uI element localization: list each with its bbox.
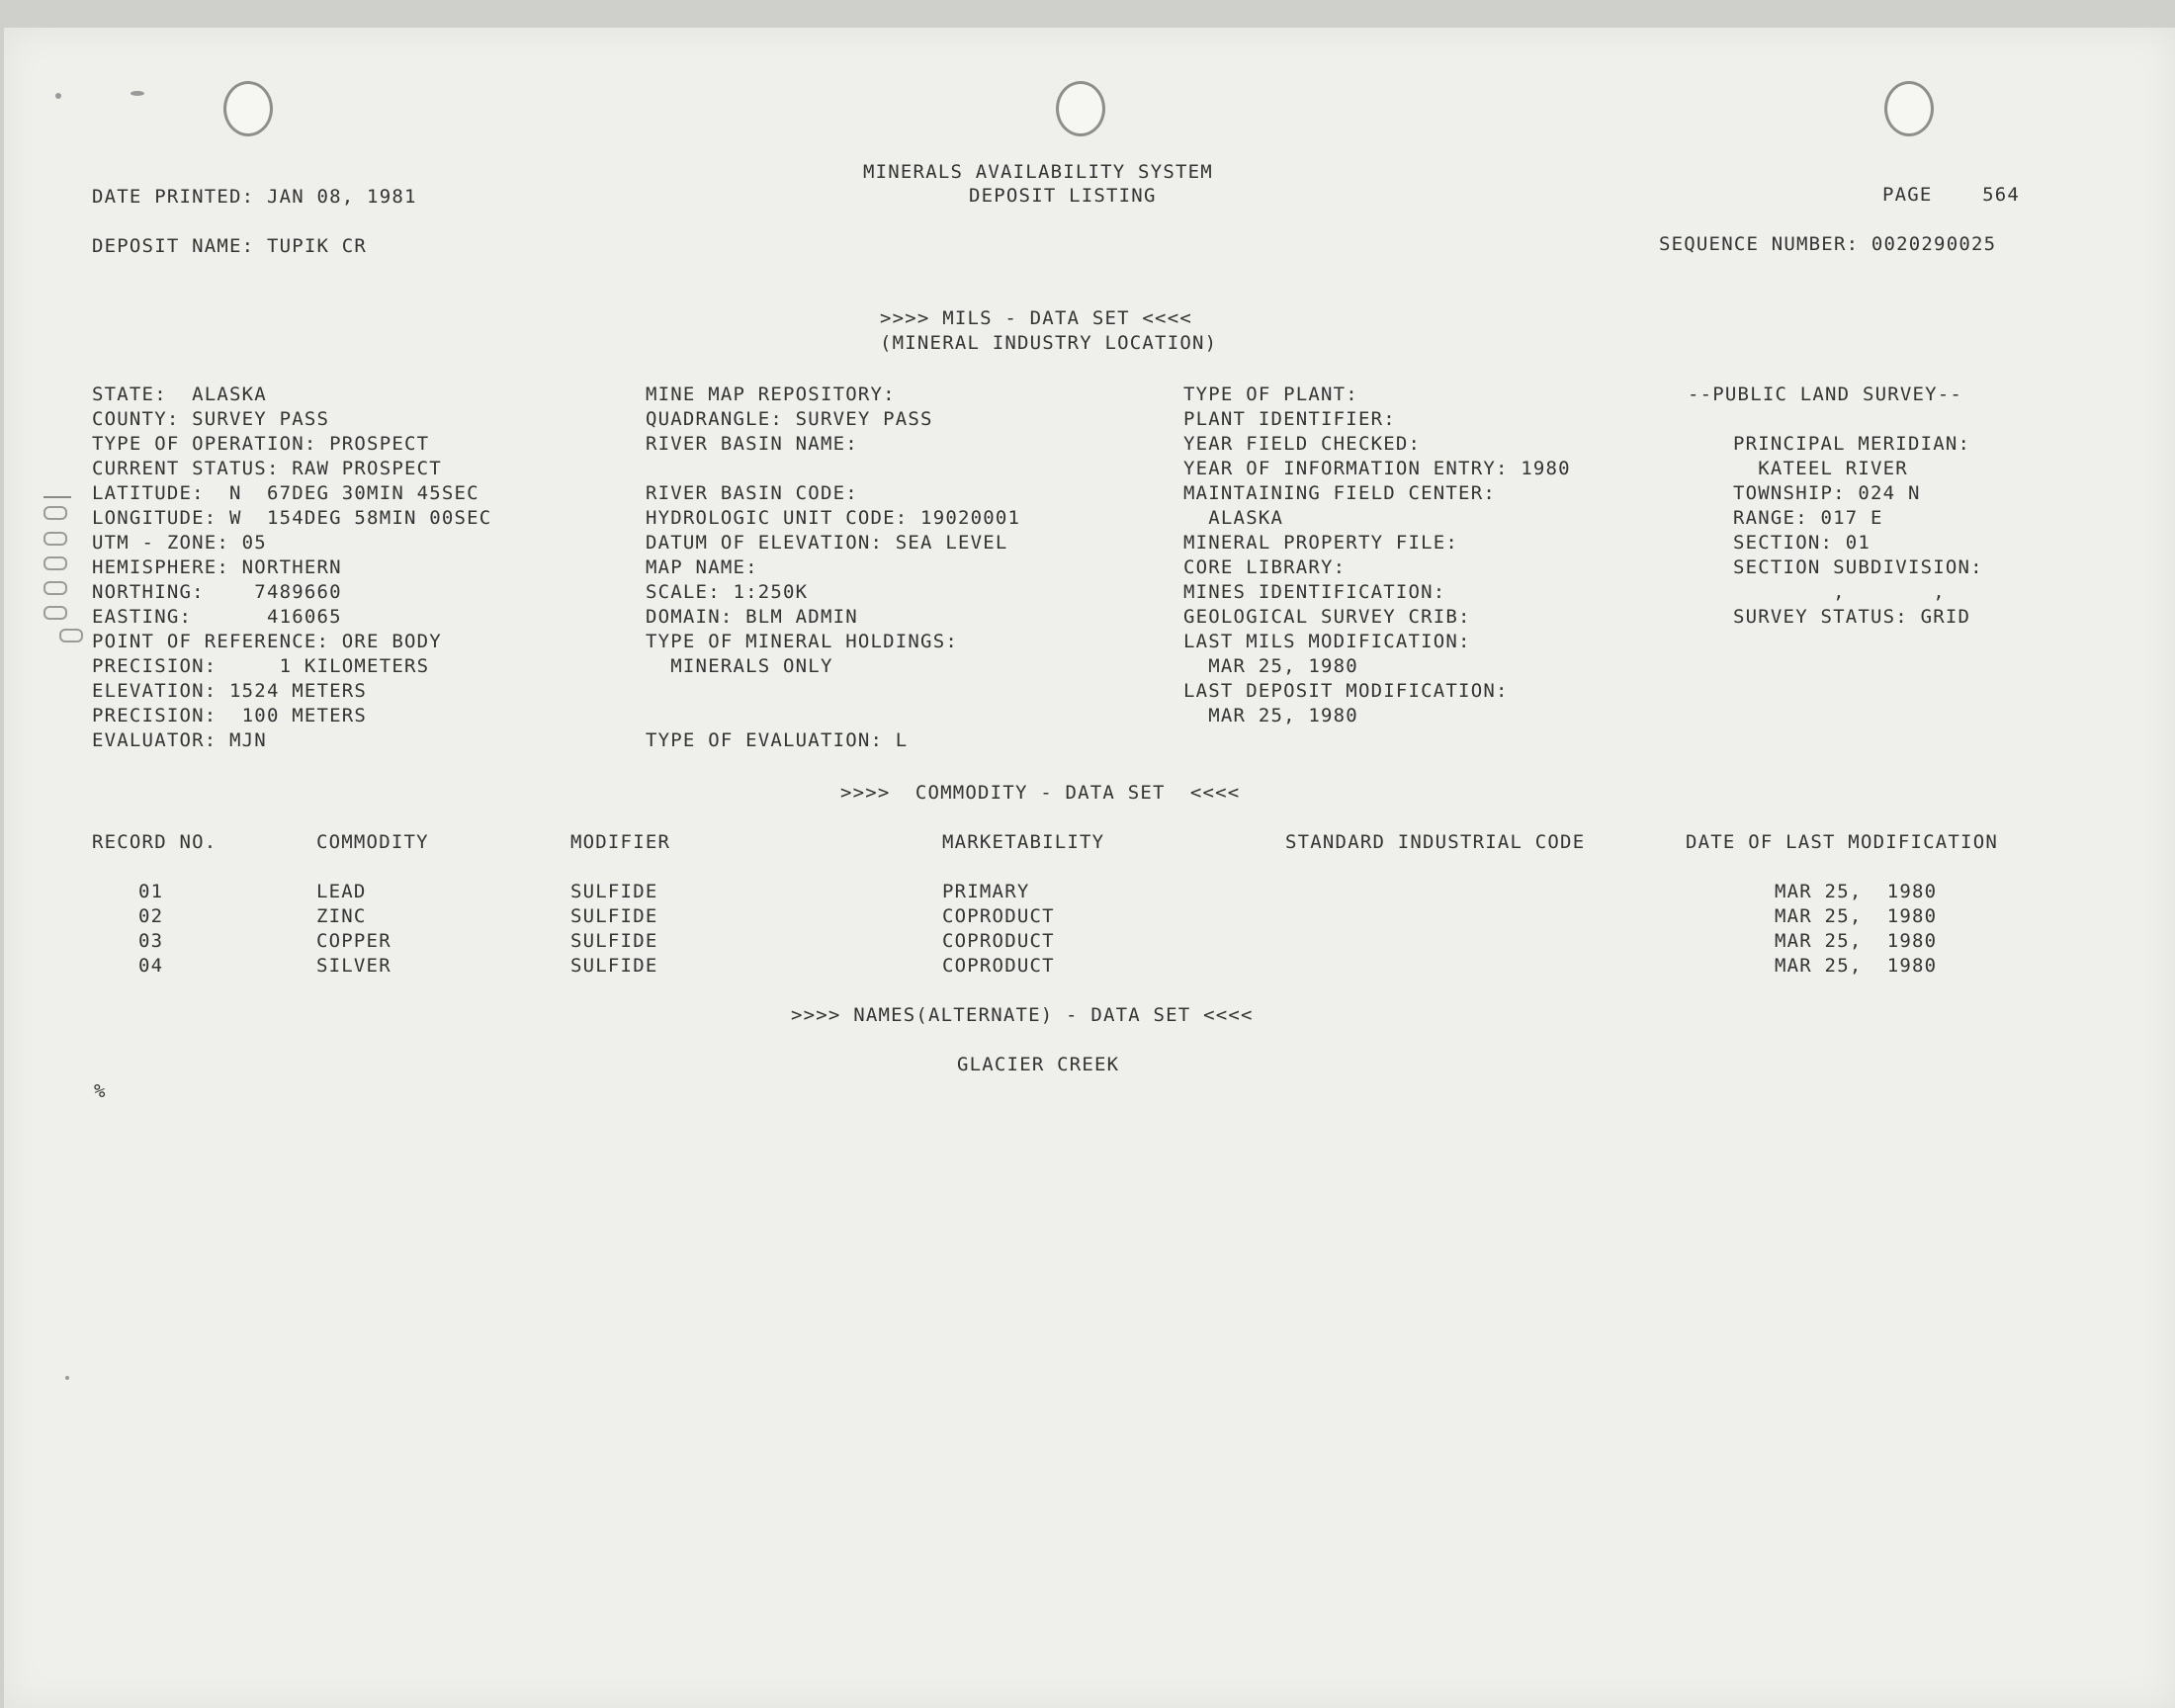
easting-field: EASTING: 416065 [92,606,342,628]
sprocket-mark [44,506,67,520]
column-header-marketability: MARKETABILITY [942,831,1105,853]
river-basin-name-field: RIVER BASIN NAME: [646,433,858,455]
mine-map-repository-field: MINE MAP REPOSITORY: [646,384,896,405]
end-of-record-mark: % [94,1080,107,1102]
commodity-cell: COPPER [316,930,392,952]
mines-identification-field: MINES IDENTIFICATION: [1183,581,1446,603]
longitude-field: LONGITUDE: W 154DEG 58MIN 00SEC [92,507,492,529]
point-of-reference-field: POINT OF REFERENCE: ORE BODY [92,631,442,652]
last-deposit-modification-field: LAST DEPOSIT MODIFICATION: [1183,680,1509,702]
core-library-field: CORE LIBRARY: [1183,556,1347,578]
commodity-cell: ZINC [316,905,367,927]
last-modification-cell: MAR 25, 1980 [1775,955,1938,977]
sequence-number: SEQUENCE NUMBER: 0020290025 [1659,233,1997,255]
sprocket-mark [44,556,67,570]
marketability-cell: COPRODUCT [942,930,1055,952]
date-printed: DATE PRINTED: JAN 08, 1981 [92,186,417,208]
record-number-cell: 03 [138,930,164,952]
evaluator-field: EVALUATOR: MJN [92,729,267,751]
last-modification-cell: MAR 25, 1980 [1775,930,1938,952]
margin-mark [44,496,71,498]
record-number-cell: 02 [138,905,164,927]
hydrologic-unit-code-field: HYDROLOGIC UNIT CODE: 19020001 [646,507,1021,529]
public-land-survey-heading: --PUBLIC LAND SURVEY-- [1688,384,1963,405]
township-field: TOWNSHIP: 024 N [1733,482,1921,504]
last-mils-modification-field: LAST MILS MODIFICATION: [1183,631,1471,652]
quadrangle-field: QUADRANGLE: SURVEY PASS [646,408,933,430]
plant-type-field: TYPE OF PLANT: [1183,384,1358,405]
page-number: PAGE 564 [1882,184,2021,206]
binder-hole-center [1056,81,1105,136]
location-precision-field: PRECISION: 1 KILOMETERS [92,655,430,677]
evaluation-type-field: TYPE OF EVALUATION: L [646,729,909,751]
northing-field: NORTHING: 7489660 [92,581,342,603]
plant-identifier-field: PLANT IDENTIFIER: [1183,408,1396,430]
modifier-cell: SULFIDE [570,955,658,977]
deposit-name: DEPOSIT NAME: TUPIK CR [92,235,368,257]
speck [65,1376,69,1380]
domain-field: DOMAIN: BLM ADMIN [646,606,858,628]
utm-zone-field: UTM - ZONE: 05 [92,532,267,554]
record-number-cell: 04 [138,955,164,977]
field-center-field: MAINTAINING FIELD CENTER: [1183,482,1496,504]
elevation-precision-field: PRECISION: 100 METERS [92,705,368,726]
section-subdivision-field: SECTION SUBDIVISION: [1733,556,1983,578]
listing-title: DEPOSIT LISTING [969,185,1157,207]
hemisphere-field: HEMISPHERE: NORTHERN [92,556,342,578]
principal-meridian-value: KATEEL RIVER [1733,458,1908,479]
modifier-cell: SULFIDE [570,881,658,902]
section-field: SECTION: 01 [1733,532,1871,554]
datum-of-elevation-field: DATUM OF ELEVATION: SEA LEVEL [646,532,1008,554]
system-title: MINERALS AVAILABILITY SYSTEM [863,161,1213,183]
mineral-property-file-field: MINERAL PROPERTY FILE: [1183,532,1459,554]
binder-hole-left [223,81,273,136]
section-subdivision-value: , , [1733,581,1946,603]
modifier-cell: SULFIDE [570,905,658,927]
marketability-cell: COPRODUCT [942,955,1055,977]
commodity-cell: LEAD [316,881,367,902]
binder-hole-right [1884,81,1934,136]
range-field: RANGE: 017 E [1733,507,1883,529]
mineral-holdings-value: MINERALS ONLY [646,655,833,677]
last-modification-cell: MAR 25, 1980 [1775,881,1938,902]
sprocket-mark [44,581,67,595]
year-field-checked-field: YEAR FIELD CHECKED: [1183,433,1422,455]
marketability-cell: PRIMARY [942,881,1030,902]
sprocket-mark [59,629,83,642]
commodity-cell: SILVER [316,955,392,977]
last-deposit-modification-value: MAR 25, 1980 [1183,705,1358,726]
column-header-commodity: COMMODITY [316,831,429,853]
last-modification-cell: MAR 25, 1980 [1775,905,1938,927]
state-field: STATE: ALASKA [92,384,267,405]
scale-field: SCALE: 1:250K [646,581,809,603]
mils-section-subtitle: (MINERAL INDUSTRY LOCATION) [880,332,1218,354]
names-section-title: >>>> NAMES(ALTERNATE) - DATA SET <<<< [791,1004,1254,1026]
field-center-value: ALASKA [1183,507,1284,529]
map-name-field: MAP NAME: [646,556,758,578]
mils-section-title: >>>> MILS - DATA SET <<<< [880,307,1192,329]
mineral-holdings-field: TYPE OF MINERAL HOLDINGS: [646,631,958,652]
marketability-cell: COPRODUCT [942,905,1055,927]
column-header-sic: STANDARD INDUSTRIAL CODE [1285,831,1586,853]
county-field: COUNTY: SURVEY PASS [92,408,330,430]
latitude-field: LATITUDE: N 67DEG 30MIN 45SEC [92,482,479,504]
river-basin-code-field: RIVER BASIN CODE: [646,482,858,504]
modifier-cell: SULFIDE [570,930,658,952]
current-status-field: CURRENT STATUS: RAW PROSPECT [92,458,442,479]
speck [130,91,144,96]
record-number-cell: 01 [138,881,164,902]
operation-type-field: TYPE OF OPERATION: PROSPECT [92,433,430,455]
printout-sheet [4,28,2175,1708]
column-header-last-modification: DATE OF LAST MODIFICATION [1686,831,1998,853]
survey-crib-field: GEOLOGICAL SURVEY CRIB: [1183,606,1471,628]
column-header-record-no: RECORD NO. [92,831,218,853]
alternate-name: GLACIER CREEK [957,1054,1120,1075]
year-of-entry-field: YEAR OF INFORMATION ENTRY: 1980 [1183,458,1571,479]
principal-meridian-field: PRINCIPAL MERIDIAN: [1733,433,1971,455]
survey-status-field: SURVEY STATUS: GRID [1733,606,1971,628]
sprocket-mark [44,532,67,546]
column-header-modifier: MODIFIER [570,831,671,853]
sprocket-mark [44,606,67,620]
commodity-section-title: >>>> COMMODITY - DATA SET <<<< [840,782,1241,804]
last-mils-modification-value: MAR 25, 1980 [1183,655,1358,677]
elevation-field: ELEVATION: 1524 METERS [92,680,368,702]
speck [55,93,61,99]
